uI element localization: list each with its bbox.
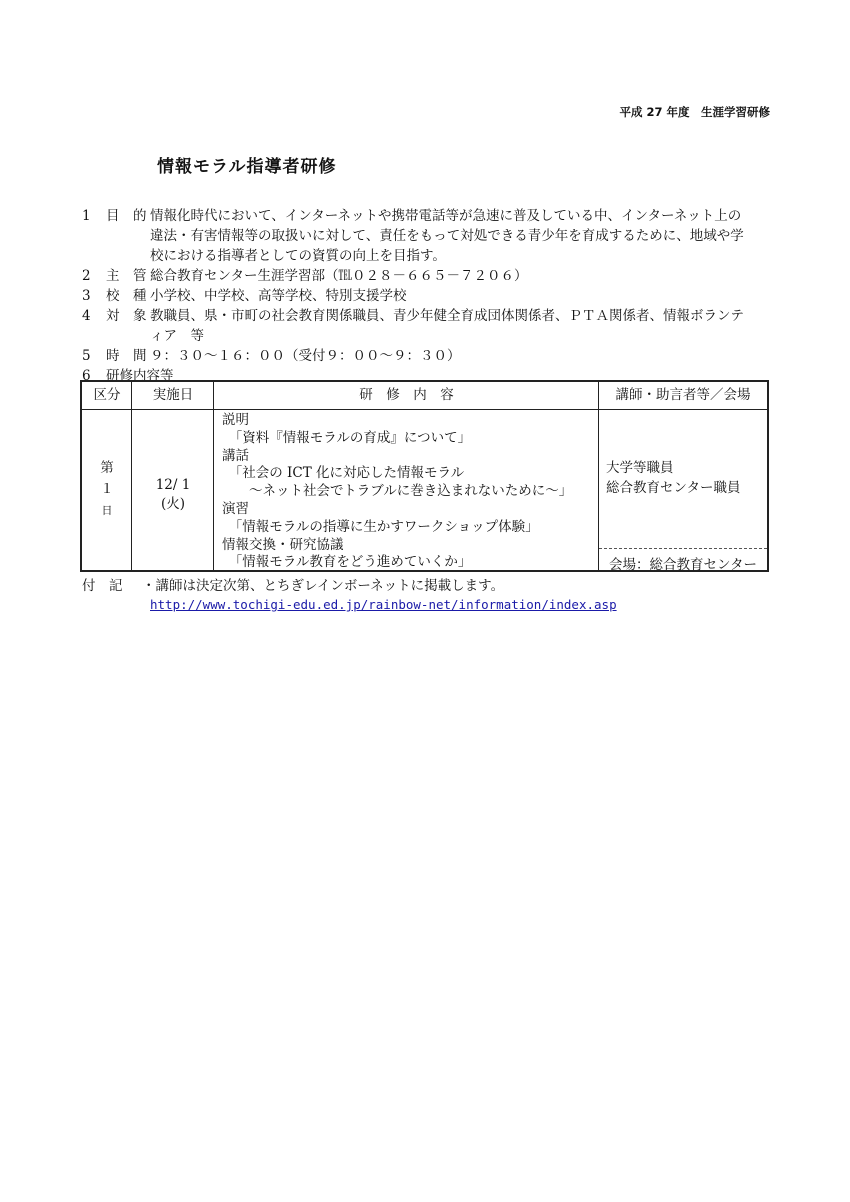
schedule-header-row [82,382,767,410]
item-number: 2 [82,268,91,284]
item-text: 総合教育センター生涯学習部（℡０２８－６６５－７２０６） [150,268,528,284]
item-label: 目 的 [106,208,147,224]
page-title: 情報モラル指導者研修 [157,157,337,177]
item-number: 4 [82,308,91,324]
cell-kubun: 第 １ 日 [100,460,114,517]
item-text: 違法・有害情報等の取扱いに対して、責任をもって対処できる青少年を育成するために、地域や学 [150,228,744,244]
cell-content: 説明 「資料『情報モラルの育成』について」 講話 「社会の ICT 化に対応した情報モラル ～ネット社会でトラブルに巻き込まれないために～」 演習 「情報モラルの指導に生かすワークショップ体験」 情報交換・研究協議 「情報モラル教育をどう進めていくか」 [222,412,573,571]
item-number: 5 [82,348,91,364]
item-text: 校における指導者としての資質の向上を目指す。 [150,248,446,264]
schedule-table [80,380,769,572]
item-text: 情報化時代において、インターネットや携帯電話等が急速に普及している中、インターネット上の [150,208,742,224]
item-number: 1 [82,208,91,224]
item-label: 主 管 [106,268,147,284]
header-content: 研 修 内 容 [359,387,454,403]
cell-lecturer: 大学等職員 総合教育センター職員 [606,460,741,496]
note-text: ・講師は決定次第、とちぎレインボーネットに掲載します。 [142,578,505,594]
header-date: 実施日 [152,387,194,403]
outline-item-purpose [82,206,774,266]
cell-venue: 会場：総合教育センター [609,557,757,573]
rainbow-net-link[interactable]: http://www.tochigi-edu.ed.jp/rainbow-net/information/index.asp [150,597,617,612]
item-text: ィア 等 [150,328,204,344]
item-label: 時 間 [106,348,147,364]
cell-date: 12/ 1 (火) [155,477,191,512]
schedule-row [82,410,767,573]
header-lecturer: 講師・助言者等／会場 [615,387,751,403]
outline-item-organizer [82,266,774,286]
item-label: 研修内容等 [106,368,174,384]
item-text: ９：３０～１６：００（受付９：００～９：３０） [150,348,461,364]
outline-list [82,206,774,386]
header-kubun: 区分 [93,387,121,403]
fiscal-year-tag: 平成 27 年度 生涯学習研修 [619,105,770,119]
item-text: 教職員、県・市町の社会教育関係職員、青少年健全育成団体関係者、ＰＴＡ関係者、情報ボランテ [150,308,744,324]
item-text: 小学校、中学校、高等学校、特別支援学校 [150,288,407,304]
supplementary-note [82,576,504,596]
note-label: 付 記 [82,578,123,594]
item-number: 3 [82,288,91,304]
item-label: 対 象 [106,308,147,324]
item-number: 6 [82,368,91,384]
venue-divider [599,548,767,549]
outline-item-time [82,346,774,366]
item-label: 校 種 [106,288,147,304]
outline-item-school-type [82,286,774,306]
outline-item-target [82,306,774,346]
